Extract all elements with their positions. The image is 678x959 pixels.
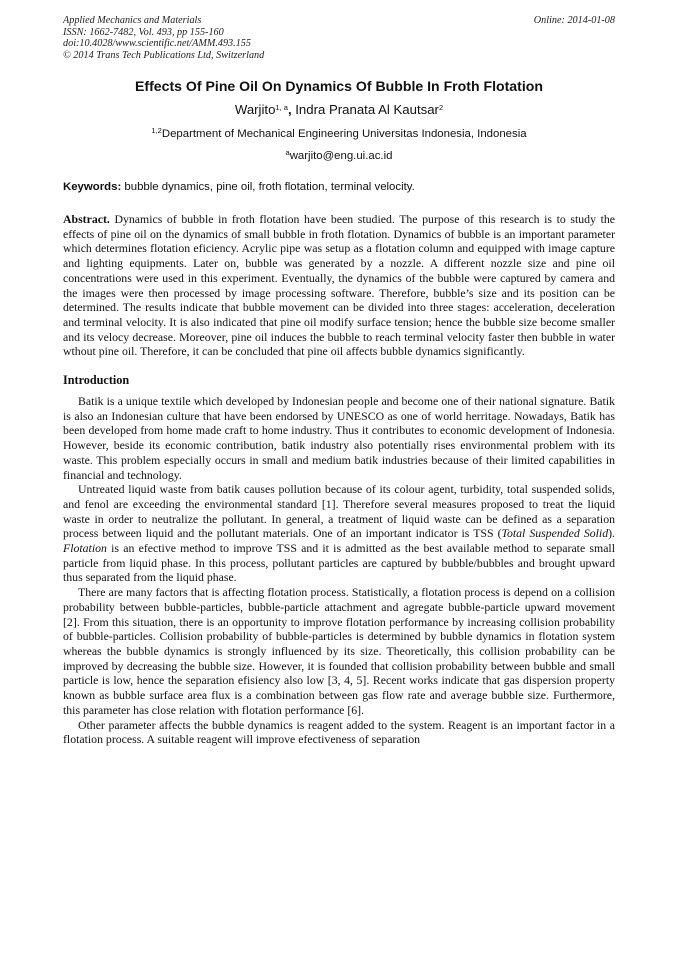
affiliation-mark: 1,2 [151, 126, 162, 135]
paragraph-text: is an efective method to improve TSS and it is admitted as the best available method to separate small particle from liquid phase. In this process, pollutant particles are captured by bubble/bubbles and brought upward thus separated from the liquid phase. [63, 541, 615, 585]
introduction-body [63, 394, 615, 747]
italic-term: Flotation [63, 541, 107, 556]
author-affiliation-mark: 1, a [275, 103, 288, 112]
journal-name: Applied Mechanics and Materials [63, 15, 202, 26]
abstract-text: Dynamics of bubble in froth flotation have been studied. The purpose of this research is to study the effects of pine oil on the dynamics of small bubble in froth flotation. Dynamics of bubble is an important parameter which determines flotation eficiency. Acrylic pipe was setup as a flotation column and equipped with image capture and lighting equipments. Later on, bubble was generated by a nozzle. A different nozzle size and pine oil concentrations were used in this experiment. Eventually, the dynamics of the bubble were captured by camera and the images were then processed by image processing software. Therefore, bubble’s size and its position can be determined. The results indicate that bubble movement can be divided into three stages: acceleration, deceleration and terminal velocity. It is also indicated that pine oil modify surface tension; hence the bubble size become smaller and its velocy decrease. Moreover, pine oil induces the bubble to reach terminal velocity faster then bubble in water wthout pine oil. Therefore, it can be concluded that pine oil affects bubble dynamics significantly. [63, 212, 615, 359]
email-address: warjito@eng.ui.ac.id [289, 150, 393, 162]
keywords-label: Keywords: [63, 181, 122, 193]
copyright-line: © 2014 Trans Tech Publications Ltd, Switzerland [63, 49, 265, 61]
author-name: Indra Pranata Al Kautsar [295, 102, 439, 117]
online-date: Online: 2014-01-08 [533, 15, 615, 26]
paper-title: Effects Of Pine Oil On Dynamics Of Bubble In Froth Flotation [135, 78, 543, 94]
paragraph: Batik is a unique textile which developed by Indonesian people and become one of their national signature. Batik is also an Indonesian culture that have been endorsed by UNESCO as one of world herritage. Nowadays, Batik has been developed from home made craft to home industry. Thus it contributes to economic development of Indonesia. However, beside its economic contribution, batik industry also potentially rises environmental problem with its waste. This problem especially occurs in small and medium batik industries because of their limited capabilities in financial and technology. [63, 394, 615, 482]
author-separator: , [287, 102, 296, 117]
affiliation-line [63, 127, 615, 141]
keywords [63, 180, 615, 194]
paragraph [63, 482, 615, 585]
issn-line: ISSN: 1662-7482, Vol. 493, pp 155-160 [63, 26, 224, 38]
paragraph: There are many factors that is affecting flotation process. Statistically, a flotation process is depend on a collision probability between bubble-particles, bubble-particle attachment and agregate bubble-particle upward movement [2]. From this situation, there is an opportunity to improve flotation performance by increasing collision probability of bubble-particles. Collision probability of bubble-particles is determined by bubble dynamics in flotation system whereas the bubble dynamics is strongly influenced by its size. Theoretically, this collision probability can be improved by decreasing the bubble size. However, it is founded that collision probability between bubble and small particle is low, hence the separation efisiency also low [3, 4, 5]. Recent works indicate that gas dispersion property known as bubble surface area flux is a combination between gas flow rate and average bubble size. Furthermore, this parameter has close relation with flotation performance [6]. [63, 585, 615, 717]
email-line [63, 149, 615, 163]
italic-term: Total Suspended Solid [501, 526, 609, 541]
doi-line: doi:10.4028/www.scientific.net/AMM.493.155 [63, 38, 251, 49]
paragraph-text: ). [608, 526, 615, 541]
section-heading-introduction: Introduction [63, 373, 130, 388]
affiliation-text: Department of Mechanical Engineering Universitas Indonesia, Indonesia [161, 128, 527, 140]
paragraph-text: Untreated liquid waste from batik causes pollution because of its colour agent, turbidity, total suspended solids, and fenol are exceeding the environmental standard [1]. Therefore several measures proposed to treat the liquid waste in order to neutralize the pollutant. In general, a treatment of liquid waste can be defined as a separation process between liquid and the pollutant materials. One of an important indicator is TSS ( [63, 482, 615, 541]
author-line [63, 102, 615, 118]
abstract-label: Abstract. [63, 212, 110, 226]
keywords-text: bubble dynamics, pine oil, froth flotation, terminal velocity. [121, 181, 415, 193]
paragraph: Other parameter affects the bubble dynamics is reagent added to the system. Reagent is an important factor in a flotation process. A suitable reagent will improve efectiveness of separation [63, 717, 615, 747]
journal-header [63, 15, 615, 61]
author-name: Warjito [234, 102, 276, 117]
abstract [63, 212, 615, 359]
email-mark: a [285, 148, 290, 157]
author-affiliation-mark: 2 [438, 103, 444, 112]
